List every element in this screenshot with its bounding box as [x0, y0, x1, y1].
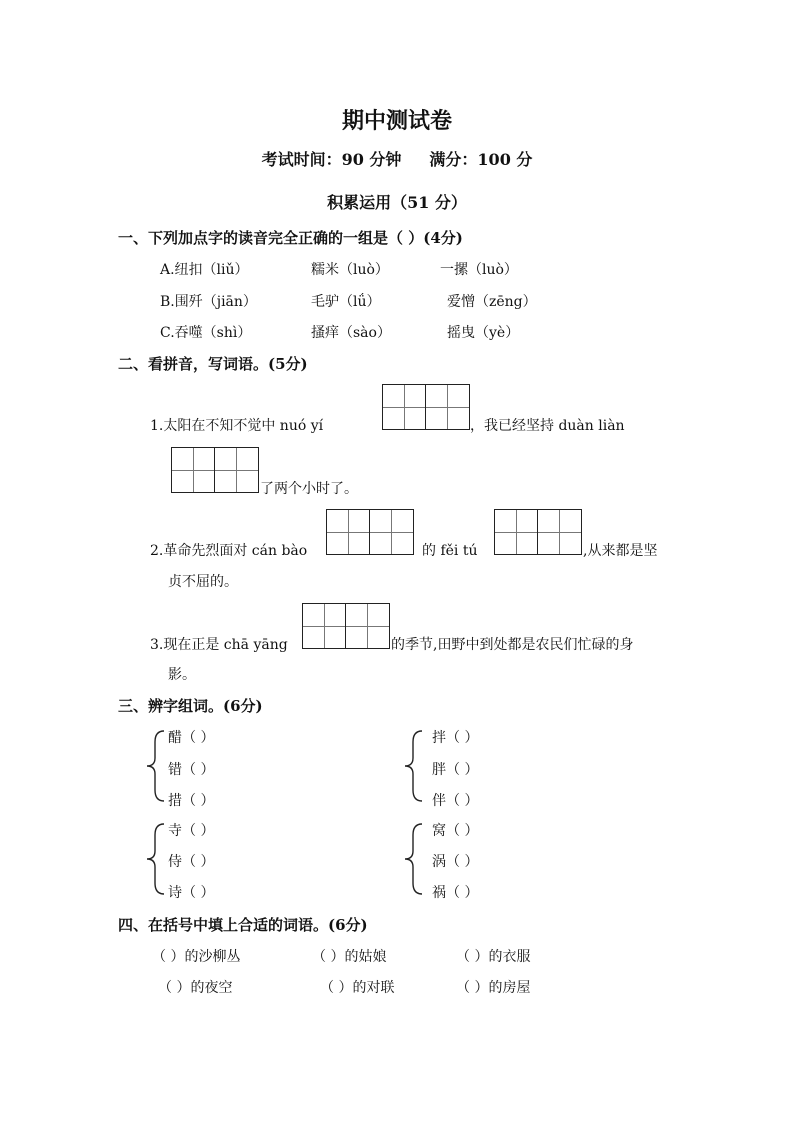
q3-word: 侍（ ）: [168, 854, 215, 870]
q3-word: 诗（ ）: [168, 885, 215, 901]
q4-phrase: （ ）的姑娘: [312, 949, 387, 965]
q2-item2-text-d: 贞不屈的。: [168, 574, 238, 590]
q4-phrase: （ ）的对联: [320, 980, 395, 996]
q3-word: 涡（ ）: [432, 854, 479, 870]
q4-phrase: （ ）的房屋: [456, 980, 531, 996]
q1-option-a2: 糯米（luò）: [311, 262, 389, 278]
q2-item1-text-a: 1.太阳在不知不觉中 nuó yí: [150, 418, 324, 434]
pinyin-answer-grid-4[interactable]: [494, 509, 582, 555]
q1-option-c3: 摇曳（yè）: [447, 325, 520, 341]
brace-icon: [144, 728, 166, 804]
pinyin-answer-grid-5[interactable]: [302, 603, 390, 649]
q3-heading: 三、辨字组词。(6分): [118, 697, 263, 715]
q2-item1-text-c: 了两个小时了。: [260, 481, 358, 497]
grid-cell[interactable]: [495, 510, 538, 554]
q1-option-b2: 毛驴（lǘ）: [311, 294, 381, 310]
grid-cell[interactable]: [327, 510, 370, 554]
q2-heading: 二、看拼音，写词语。(5分): [118, 355, 308, 373]
q3-word: 措（ ）: [168, 793, 215, 809]
q3-word: 窝（ ）: [432, 823, 479, 839]
q3-word: 拌（ ）: [432, 730, 479, 746]
q3-word: 祸（ ）: [432, 885, 479, 901]
q2-item3-text-b: 的季节,田野中到处都是农民们忙碌的身: [391, 637, 634, 653]
grid-cell[interactable]: [383, 385, 426, 429]
q2-item2-text-b: 的 fěi tú: [422, 543, 478, 559]
pinyin-answer-grid-2[interactable]: [171, 447, 259, 493]
q2-item3-text-c: 影。: [168, 667, 196, 683]
q3-word: 胖（ ）: [432, 762, 479, 778]
q2-item2-text-a: 2.革命先烈面对 cán bào: [150, 543, 308, 559]
grid-cell[interactable]: [370, 510, 413, 554]
q2-item2-text-c: ,从来都是坚: [583, 543, 658, 559]
brace-icon: [402, 728, 424, 804]
grid-cell[interactable]: [172, 448, 215, 492]
q1-option-c2: 搔痒（sào）: [311, 325, 391, 341]
q3-word: 醋（ ）: [168, 730, 215, 746]
q3-word: 伴（ ）: [432, 793, 479, 809]
brace-icon: [402, 821, 424, 897]
q4-phrase: （ ）的夜空: [158, 980, 233, 996]
grid-cell[interactable]: [538, 510, 581, 554]
grid-cell[interactable]: [426, 385, 469, 429]
exam-info: [0, 147, 794, 170]
page-title: 期中测试卷: [341, 108, 452, 134]
q3-word: 错（ ）: [168, 762, 215, 778]
q3-word: 寺（ ）: [168, 823, 215, 839]
section-title: 积累运用（51 分）: [327, 193, 467, 212]
grid-cell[interactable]: [303, 604, 346, 648]
q4-heading: 四、在括号中填上合适的词语。(6分): [118, 916, 368, 934]
exam-time: 考试时间：90 分钟: [261, 150, 402, 169]
q1-option-a3: 一摞（luò）: [440, 262, 518, 278]
grid-cell[interactable]: [346, 604, 389, 648]
q4-phrase: （ ）的沙柳丛: [152, 949, 241, 965]
q2-item3-text-a: 3.现在正是 chā yāng: [150, 637, 288, 653]
pinyin-answer-grid-3[interactable]: [326, 509, 414, 555]
grid-cell[interactable]: [215, 448, 258, 492]
q1-heading: 一、下列加点字的读音完全正确的一组是（ ）(4分): [118, 229, 463, 247]
pinyin-answer-grid-1[interactable]: [382, 384, 470, 430]
q1-option-b3: 爱憎（zēng）: [447, 294, 537, 310]
full-score: 满分：100 分: [429, 150, 533, 169]
q1-option-b1: B.围歼（jiān）: [160, 294, 257, 310]
q1-option-c1: C.吞噬（shì）: [160, 325, 252, 341]
brace-icon: [144, 821, 166, 897]
q4-phrase: （ ）的衣服: [456, 949, 531, 965]
q1-option-a1: A.纽扣（liǔ）: [160, 262, 249, 278]
q2-item1-text-b: ，我已经坚持 duàn liàn: [470, 418, 625, 434]
